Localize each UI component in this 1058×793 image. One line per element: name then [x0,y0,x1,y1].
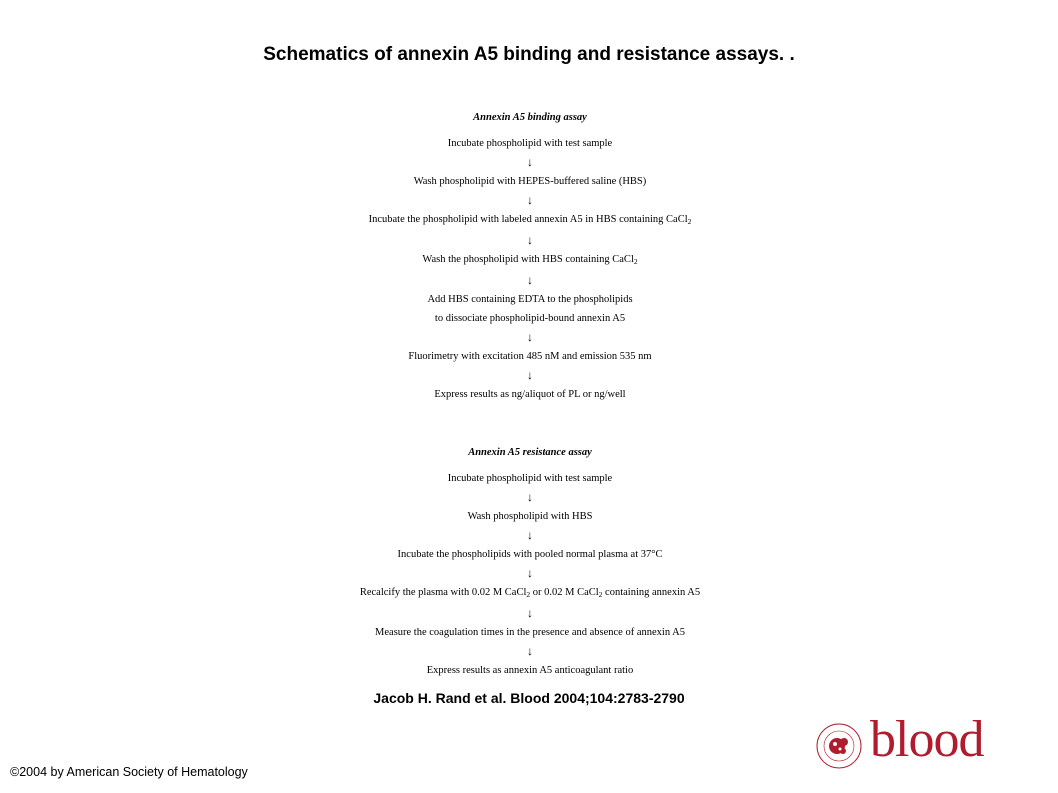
down-arrow-icon: ↓ [527,330,533,344]
binding-assay-heading: Annexin A5 binding assay [473,112,587,123]
resistance-step-2: Wash phospholipid with HBS [467,511,593,522]
resistance-step-4-text-a: Recalcify the plasma with 0.02 M CaCl [359,587,527,598]
subscript: 2 [687,217,692,226]
binding-step-4 [330,250,730,271]
subscript: 2 [598,590,603,599]
binding-step-3 [330,210,730,231]
resistance-step-5: Measure the coagulation times in the presence and absence of annexin A5 [375,627,685,638]
down-arrow-icon: ↓ [527,233,533,247]
subscript: 2 [633,257,638,266]
binding-step-4-text: Wash the phospholipid with HBS containing CaCl [422,254,634,265]
down-arrow-icon: ↓ [527,490,533,504]
resistance-step-4 [330,583,730,604]
binding-step-5a: Add HBS containing EDTA to the phospholipids [427,294,633,305]
binding-step-7: Express results as ng/aliquot of PL or ng/well [434,389,626,400]
subscript: 2 [526,590,531,599]
resistance-assay-flowchart [330,443,730,680]
slide-title: Schematics of annexin A5 binding and resistance assays. . [263,44,795,65]
down-arrow-icon: ↓ [527,368,533,382]
down-arrow-icon: ↓ [527,155,533,169]
down-arrow-icon: ↓ [527,193,533,207]
citation: Jacob H. Rand et al. Blood 2004;104:2783-2790 [373,690,685,706]
binding-step-6: Fluorimetry with excitation 485 nM and emission 535 nm [408,351,652,362]
down-arrow-icon: ↓ [527,644,533,658]
binding-step-1: Incubate phospholipid with test sample [447,138,613,149]
binding-step-5b: to dissociate phospholipid-bound annexin A5 [434,313,626,324]
resistance-step-1: Incubate phospholipid with test sample [447,473,613,484]
resistance-step-3: Incubate the phospholipids with pooled normal plasma at 37°C [397,549,663,560]
resistance-step-6: Express results as annexin A5 anticoagulant ratio [426,665,634,676]
resistance-step-4-text-b: or 0.02 M CaCl [530,587,599,598]
resistance-assay-heading: Annexin A5 resistance assay [468,447,592,458]
blood-journal-logo [815,711,1005,774]
binding-step-2: Wash phospholipid with HEPES-buffered saline (HBS) [413,176,647,187]
ash-seal-icon [815,722,863,770]
down-arrow-icon: ↓ [527,273,533,287]
binding-assay-flowchart [330,108,730,404]
resistance-step-4-text-c: containing annexin A5 [602,587,701,598]
binding-step-3-text: Incubate the phospholipid with labeled annexin A5 in HBS containing CaCl [368,214,688,225]
blood-wordmark: blood [870,711,984,768]
down-arrow-icon: ↓ [527,528,533,542]
down-arrow-icon: ↓ [527,606,533,620]
copyright: ©2004 by American Society of Hematology [10,765,248,779]
down-arrow-icon: ↓ [527,566,533,580]
